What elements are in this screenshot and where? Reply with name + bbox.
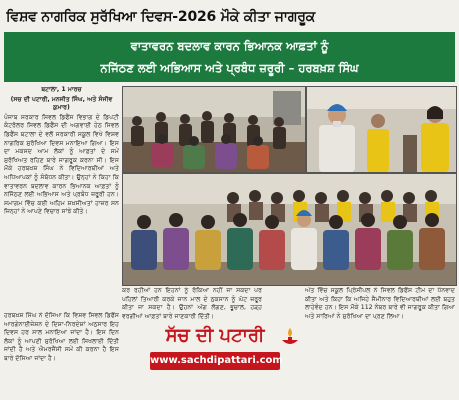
publisher-logo-name: ਸੱਚ ਦੀ ਪਟਾਰੀ: [165, 325, 265, 346]
dateline: ਬਟਾਲਾ, 1 ਮਾਰਚ: [41, 86, 82, 93]
photo-group: [122, 173, 457, 286]
banner-line-2: ਨਜਿੱਠਣ ਲਈ ਅਭਿਆਸ ਅਤੇ ਪ੍ਰਬੰਧ ਜ਼ਰੂਰੀ – ਹਰਬਖ਼ਸ਼ ਸਿੰਘ: [100, 61, 359, 75]
reporter-credit: (ਸਚ ਦੀ ਪਟਾਰੀ, ਮਨਜੀਤ ਸਿੰਘ, ਅਤੇ ਸੰਜੀਵ ਕੁਮਾਰ): [10, 95, 113, 112]
publisher-logo-website: www.sachdipattari.com: [150, 352, 280, 370]
banner-line-1: ਵਾਤਾਵਰਨ ਬਦਲਾਵ ਕਾਰਨ ਭਿਆਨਕ ਆਫ਼ਤਾਂ ਨੂੰ: [130, 39, 329, 53]
article-column-bottom-right: ਅੰਤ ਵਿੱਚ ਸਕੂਲ ਪ੍ਰਿੰਸੀਪਲ ਨੇ ਸਿਵਲ ਡਿਫੈਂਸ ਟੀਮ ਦਾ ਧੰਨਵਾਦ ਕੀਤਾ ਅਤੇ ਕਿਹਾ ਕਿ ਅਜਿਹੇ ਸੈਮੀਨਾਰ ਵਿਦਿਆਰਥੀਆਂ ਲਈ ਬਹੁਤ ਲਾਹੇਵੰਦ ਹਨ। ਇਸ ਮੌਕੇ 112 ਨੰਬਰ ਬਾਰੇ ਵੀ ਜਾਗਰੂਕ ਕੀਤਾ ਗਿਆ ਅਤੇ ਸਾਰਿਆਂ ਨੇ ਸੁਰੱਖਿਆ ਦਾ ਪ੍ਰਣ ਲਿਆ।: [305, 287, 455, 320]
article-column-bottom-middle: ਕਰ ਰਹੀਆਂ ਹਨ ਇਹਨਾਂ ਨੂੰ ਰੋਕਿਆ ਨਹੀਂ ਜਾ ਸਕਦਾ ਪਰ ਪਹਿਲਾਂ ਤਿਆਰੀ ਕਰਕੇ ਜਾਨ ਮਾਲ ਦੇ ਨੁਕਸਾਨ ਨੂੰ ਘੱਟ ਜ਼ਰੂਰ ਕੀਤਾ ਜਾ ਸਕਦਾ ਹੈ। ਉਹਨਾਂ ਅੱਗ ਲੱਗਣ, ਭੂਚਾਲ, ਹੜ੍ਹ ਵਰਗੀਆਂ ਆਫ਼ਤਾਂ ਬਾਰੇ ਜਾਣਕਾਰੀ ਦਿੱਤੀ।: [122, 287, 262, 320]
photo-speaker-at-podium: [306, 86, 457, 173]
article-headline: ਵਿਸ਼ਵ ਨਾਗਰਿਕ ਸੁਰੱਖਿਆ ਦਿਵਸ-2026 ਮੌਕੇ ਕੀਤਾ ਜਾਗਰੂਕ: [6, 9, 316, 25]
article-subheadline-banner: [4, 32, 455, 82]
column-left-body: ਪੰਜਾਬ ਸਰਕਾਰ ਸਿਵਲ ਡਿਫੈਂਸ ਵਿਭਾਗ ਦੇ ਡਿਪਟੀ ਕੰਟਰੋਲਰ ਸਿਵਲ ਡਿਫੈਂਸ ਦੀ ਅਗਵਾਈ ਹੇਠ ਸਿਵਲ ਡਿਫੈਂਸ ਬਟਾਲਾ ਦੇ ਵਲੋਂ ਸਰਕਾਰੀ ਸਕੂਲ ਵਿਖੇ ਵਿਸ਼ਵ ਨਾਗਰਿਕ ਸੁਰੱਖਿਆ ਦਿਵਸ ਮਨਾਇਆ ਗਿਆ। ਇਸ ਦਾ ਮਕਸਦ ਆਮ ਲੋਕਾਂ ਨੂੰ ਆਫ਼ਤਾਂ ਦੇ ਸਮੇਂ ਸੁਰੱਖਿਅਤ ਰਹਿਣ ਬਾਰੇ ਜਾਗਰੂਕ ਕਰਨਾ ਸੀ। ਇਸ ਮੌਕੇ ਹਰਬਖ਼ਸ਼ ਸਿੰਘ ਨੇ ਵਿਦਿਆਰਥੀਆਂ ਅਤੇ ਅਧਿਆਪਕਾਂ ਨੂੰ ਸੰਬੋਧਨ ਕੀਤਾ। ਉਨ੍ਹਾਂ ਨੇ ਕਿਹਾ ਕਿ ਵਾਤਾਵਰਨ ਬਦਲਾਵ ਕਾਰਨ ਭਿਆਨਕ ਆਫ਼ਤਾਂ ਨੂੰ ਨਜਿੱਠਣ ਲਈ ਅਭਿਆਸ ਅਤੇ ਪ੍ਰਬੰਧ ਜ਼ਰੂਰੀ ਹਨ। ਸਮਾਗਮ ਵਿੱਚ ਕਈ ਅਹਿਮ ਸ਼ਖ਼ਸੀਅਤਾਂ ਹਾਜ਼ਰ ਸਨ ਜਿਨ੍ਹਾਂ ਨੇ ਆਪਣੇ ਵਿਚਾਰ ਸਾਂਝੇ ਕੀਤੇ।: [4, 113, 119, 216]
article-column-left: [4, 86, 119, 310]
lamp-icon: [280, 326, 300, 348]
photo-seminar-audience: [122, 86, 306, 173]
article-column-bottom-left: ਹਰਬਖ਼ਸ਼ ਸਿੰਘ ਨੇ ਦੱਸਿਆ ਕਿ ਵਿਸ਼ਵ ਸਿਵਲ ਡਿਫੈਂਸ ਆਰਗੇਨਾਈਜ਼ੇਸ਼ਨ ਦੇ ਦਿਸ਼ਾ-ਨਿਰਦੇਸ਼ਾਂ ਅਨੁਸਾਰ ਇਹ ਦਿਵਸ ਹਰ ਸਾਲ ਮਨਾਇਆ ਜਾਂਦਾ ਹੈ। ਇਸ ਦਿਨ ਲੋਕਾਂ ਨੂੰ ਆਪਣੀ ਸੁਰੱਖਿਆ ਲਈ ਸਿਖਲਾਈ ਦਿੱਤੀ ਜਾਂਦੀ ਹੈ ਅਤੇ ਐਮਰਜੈਂਸੀ ਸਮੇਂ ਕੀ ਕਰਨਾ ਹੈ ਇਸ ਬਾਰੇ ਦੱਸਿਆ ਜਾਂਦਾ ਹੈ।: [4, 312, 119, 362]
